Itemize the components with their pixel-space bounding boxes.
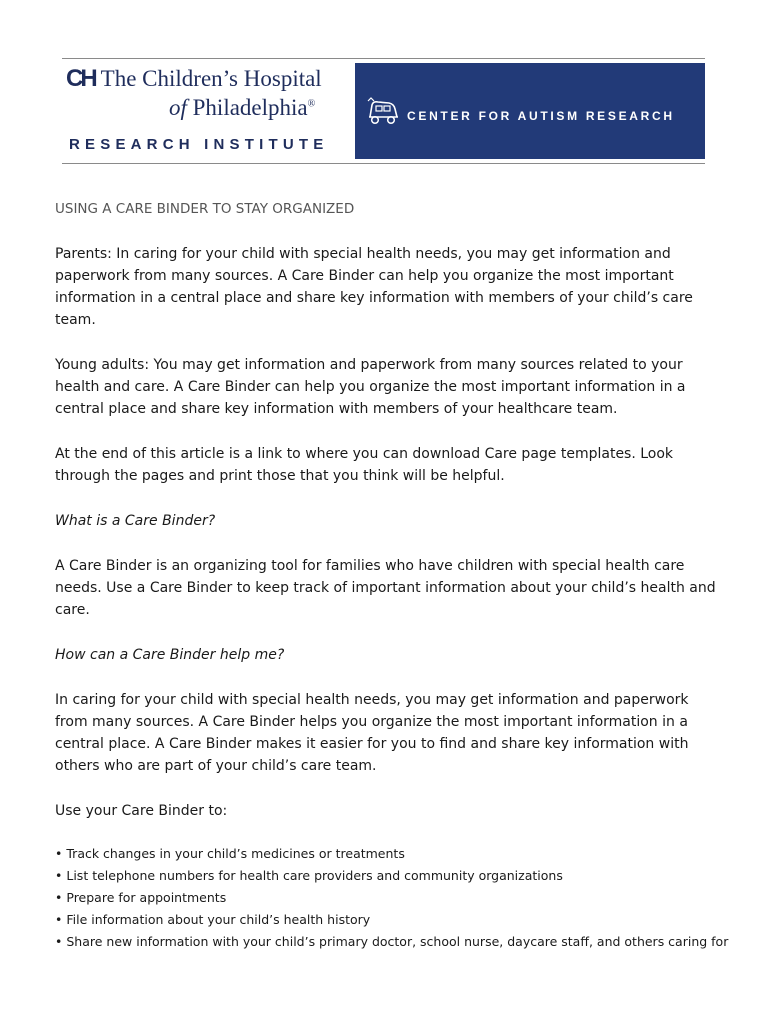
paragraph-templates: At the end of this article is a link to where you can download Care page templates. Look through the pages and print those that you think will be helpful. (55, 446, 674, 484)
registered-mark: ® (307, 98, 316, 110)
question-how-can-it-help: How can a Care Binder help me? (55, 647, 285, 663)
document-title: USING A CARE BINDER TO STAY ORGANIZED (55, 201, 355, 217)
page-header (62, 58, 705, 164)
hospital-name-text: The Children’s Hospital (100, 66, 322, 91)
use-binder-intro: Use your Care Binder to: (55, 803, 228, 819)
article-body (55, 198, 729, 953)
answer-what-is-care-binder: A Care Binder is an organizing tool for families who have children with special health care needs. Use a Care Binder to keep track of important information about your child’s health and care. (55, 558, 716, 618)
chop-mark-icon: CH (66, 65, 95, 92)
paragraph-parents: Parents: In caring for your child with special health needs, you may get information and paperwork from many sources. A Care Binder can help you organize the most important information in a central place and share key information with members of your child’s care team. (55, 246, 693, 328)
use-binder-list (55, 843, 729, 953)
chop-research-institute-logo (62, 59, 355, 163)
hospital-name-of: of (169, 95, 187, 120)
hospital-name-philadelphia: Philadelphia (192, 95, 308, 120)
center-for-autism-research-title: CENTER FOR AUTISM RESEARCH (407, 109, 675, 123)
list-item: • List telephone numbers for health care providers and community organizations (55, 865, 725, 887)
hospital-name-line1 (66, 65, 322, 93)
list-item: • Track changes in your child’s medicines or treatments (55, 843, 725, 865)
research-institute-label: RESEARCH INSTITUTE (69, 136, 329, 153)
list-item: • Prepare for appointments (55, 887, 725, 909)
question-what-is-care-binder: What is a Care Binder? (55, 513, 216, 529)
list-item: • File information about your child’s health history (55, 909, 725, 931)
paragraph-young-adults: Young adults: You may get information and paperwork from many sources related to your health and care. A Care Binder can help you organize the most important information in a central place and share key information with members of your healthcare team. (55, 357, 686, 417)
toy-car-icon (366, 97, 400, 127)
answer-how-can-it-help: In caring for your child with special health needs, you may get information and paperwork from many sources. A Care Binder helps you organize the most important information in a central place. A Care Binder makes it easier for you to find and share key information with others who are part of your child’s care team. (55, 692, 689, 774)
hospital-name-line2 (169, 95, 315, 121)
center-for-autism-research-banner (355, 63, 705, 159)
list-item: • Share new information with your child’s primary doctor, school nurse, daycare staff, and others caring for (55, 931, 725, 953)
